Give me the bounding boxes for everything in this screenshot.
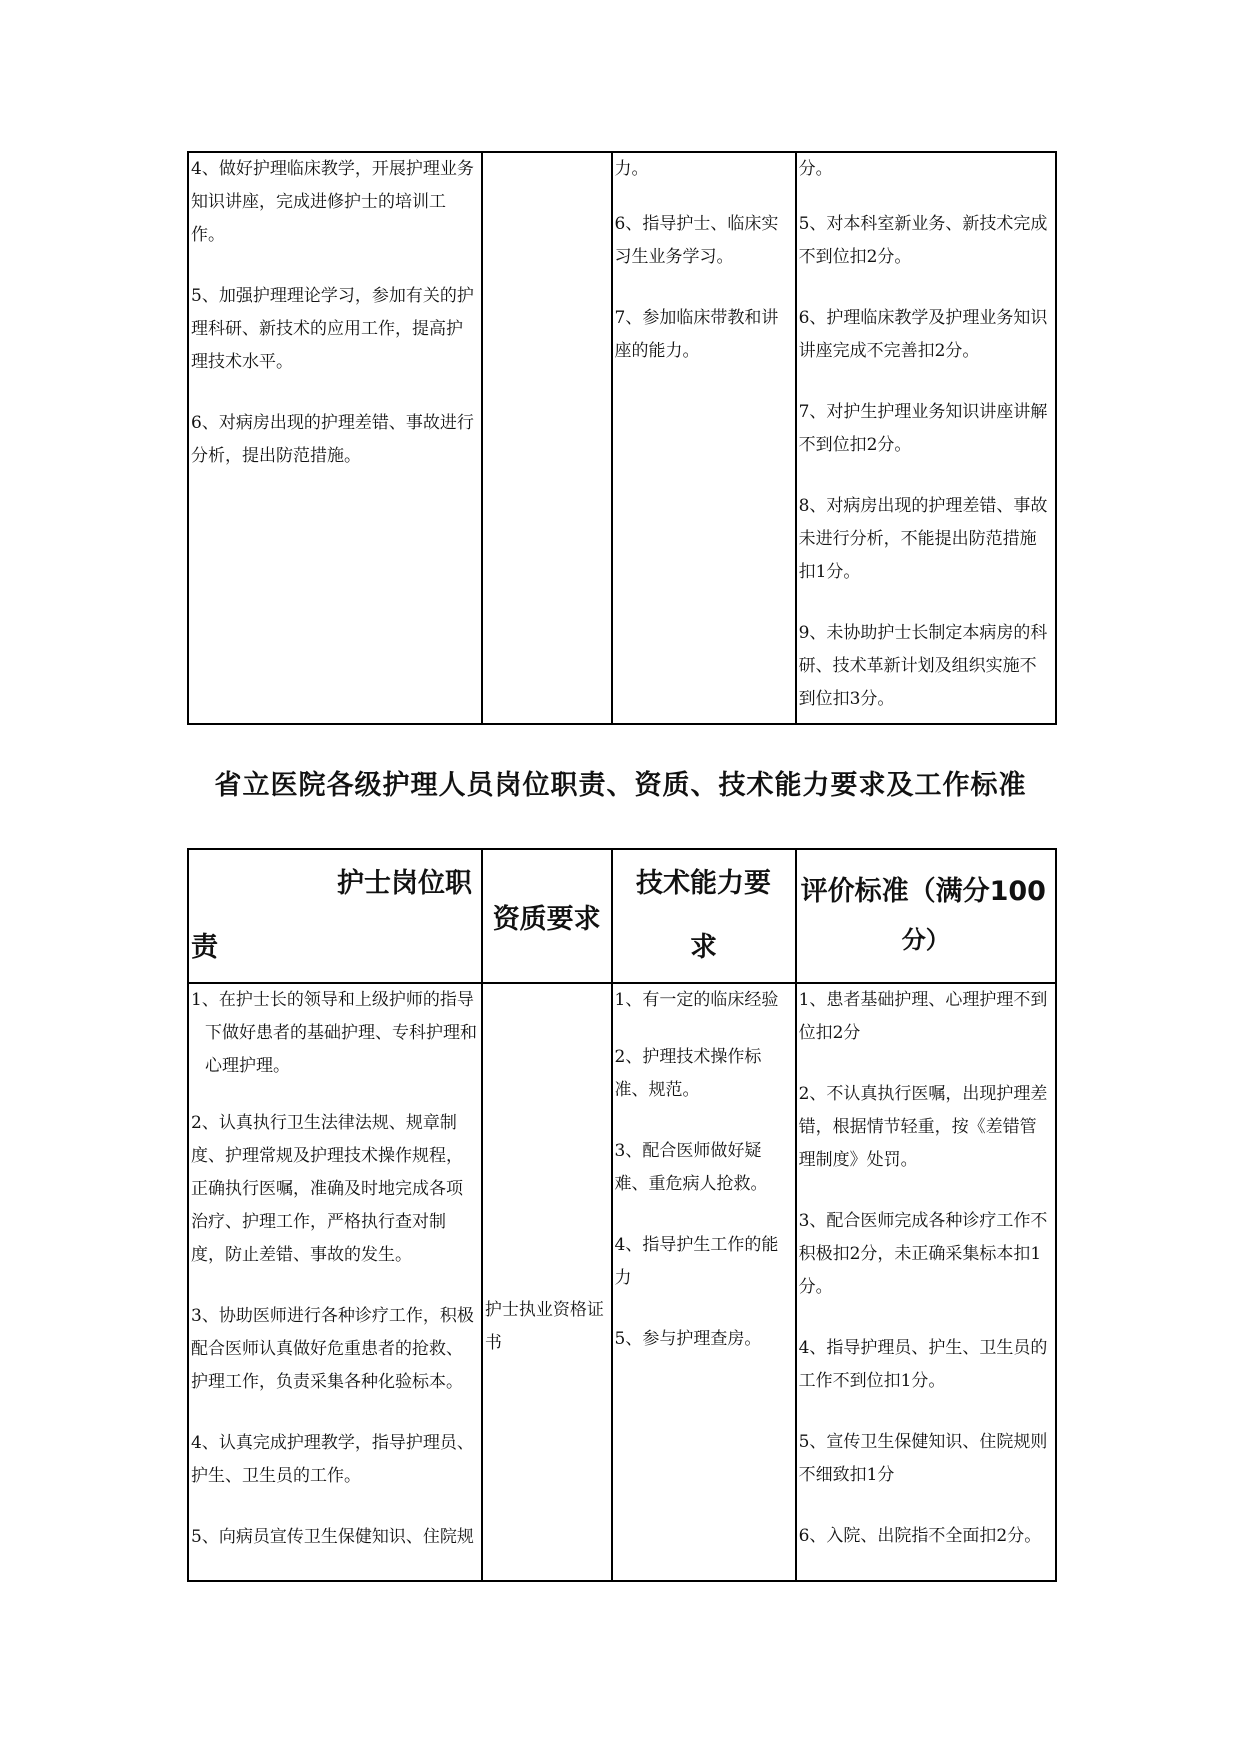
skill-item: 力。 xyxy=(614,159,649,179)
header-duty xyxy=(188,849,482,983)
duty-item: 5、加强护理理论学习，参加有关的护理科研、新技术的应用工作，提高护理技术水平。 xyxy=(191,286,474,372)
header-evaluation-line2: 分） xyxy=(901,926,950,954)
evaluation-cell xyxy=(796,983,1056,1581)
duty-item: 5、向病员宣传卫生保健知识、住院规 xyxy=(191,1527,474,1547)
evaluation-item: 8、对病房出现的护理差错、事故未进行分析，不能提出防范措施扣1分。 xyxy=(798,496,1048,582)
duty-item: 6、对病房出现的护理差错、事故进行分析，提出防范措施。 xyxy=(191,413,474,466)
duty-item: 4、认真完成护理教学，指导护理员、护生、卫生员的工作。 xyxy=(191,1433,474,1486)
page-title: 省立医院各级护理人员岗位职责、资质、技术能力要求及工作标准 xyxy=(214,770,1027,801)
duty-cell xyxy=(188,152,482,724)
evaluation-item: 分。 xyxy=(798,159,833,179)
nurse-duty-table xyxy=(187,848,1057,1582)
duty-cell xyxy=(188,983,482,1581)
header-qualification xyxy=(482,849,612,983)
evaluation-cell xyxy=(796,152,1056,724)
skill-item: 6、指导护士、临床实习生业务学习。 xyxy=(614,214,779,267)
qualification-text: 护士执业资格证书 xyxy=(484,1300,604,1353)
continuation-table xyxy=(187,151,1057,725)
skill-item: 4、指导护生工作的能力 xyxy=(614,1235,779,1288)
evaluation-item: 5、对本科室新业务、新技术完成不到位扣2分。 xyxy=(798,214,1048,267)
evaluation-item: 9、未协助护士长制定本病房的科研、技术革新计划及组织实施不到位扣3分。 xyxy=(798,623,1048,709)
evaluation-item: 1、患者基础护理、心理护理不到位扣2分 xyxy=(798,990,1048,1043)
skill-cell xyxy=(612,152,796,724)
evaluation-item: 2、不认真执行医嘱，出现护理差错，根据情节轻重，按《差错管理制度》处罚。 xyxy=(798,1084,1048,1170)
skill-item: 3、配合医师做好疑难、重危病人抢救。 xyxy=(614,1141,768,1194)
table-row xyxy=(188,152,1056,724)
table-row xyxy=(188,983,1056,1581)
skill-item: 7、参加临床带教和讲座的能力。 xyxy=(614,308,779,361)
duty-item: 1、在护士长的领导和上级护师的指导下做好患者的基础护理、专科护理和心理护理。 xyxy=(191,990,477,1076)
duty-item: 2、认真执行卫生法律法规、规章制度、护理常规及护理技术操作规程，正确执行医嘱，准确及时地完成各项治疗、护理工作，严格执行查对制度，防止差错、事故的发生。 xyxy=(191,1113,463,1265)
qualification-cell xyxy=(482,152,612,724)
header-evaluation-text: 评价标准（满分100 xyxy=(800,876,1046,907)
header-evaluation-line1 xyxy=(797,870,1055,914)
evaluation-item: 5、宣传卫生保健知识、住院规则不细致扣1分 xyxy=(798,1432,1048,1485)
header-duty-line2: 责 xyxy=(191,932,218,963)
evaluation-item: 6、入院、出院指不全面扣2分。 xyxy=(798,1526,1042,1546)
evaluation-item: 3、配合医师完成各种诊疗工作不积极扣2分，未正确采集标本扣1分。 xyxy=(798,1211,1048,1297)
evaluation-item: 4、指导护理员、护生、卫生员的工作不到位扣1分。 xyxy=(798,1338,1048,1391)
duty-item: 4、做好护理临床教学，开展护理业务知识讲座，完成进修护士的培训工作。 xyxy=(191,159,474,245)
qualification-cell xyxy=(482,983,612,1581)
header-skill xyxy=(612,849,796,983)
skill-item: 2、护理技术操作标准、规范。 xyxy=(614,1047,762,1100)
skill-item: 5、参与护理查房。 xyxy=(614,1329,762,1349)
table-header-row xyxy=(188,849,1056,983)
header-skill-line1: 技术能力要 xyxy=(636,868,772,899)
evaluation-item: 6、护理临床教学及护理业务知识讲座完成不完善扣2分。 xyxy=(798,308,1048,361)
duty-item: 3、协助医师进行各种诊疗工作，积极配合医师认真做好危重患者的抢救、护理工作，负责采集各种化验标本。 xyxy=(191,1306,474,1392)
skill-item: 1、有一定的临床经验 xyxy=(614,990,779,1010)
skill-cell xyxy=(612,983,796,1581)
header-qualification-text: 资质要求 xyxy=(492,903,601,935)
header-skill-line2: 求 xyxy=(690,932,718,963)
header-evaluation xyxy=(796,849,1056,983)
header-duty-line1: 护士岗位职 xyxy=(337,868,472,899)
evaluation-item: 7、对护生护理业务知识讲座讲解不到位扣2分。 xyxy=(798,402,1048,455)
